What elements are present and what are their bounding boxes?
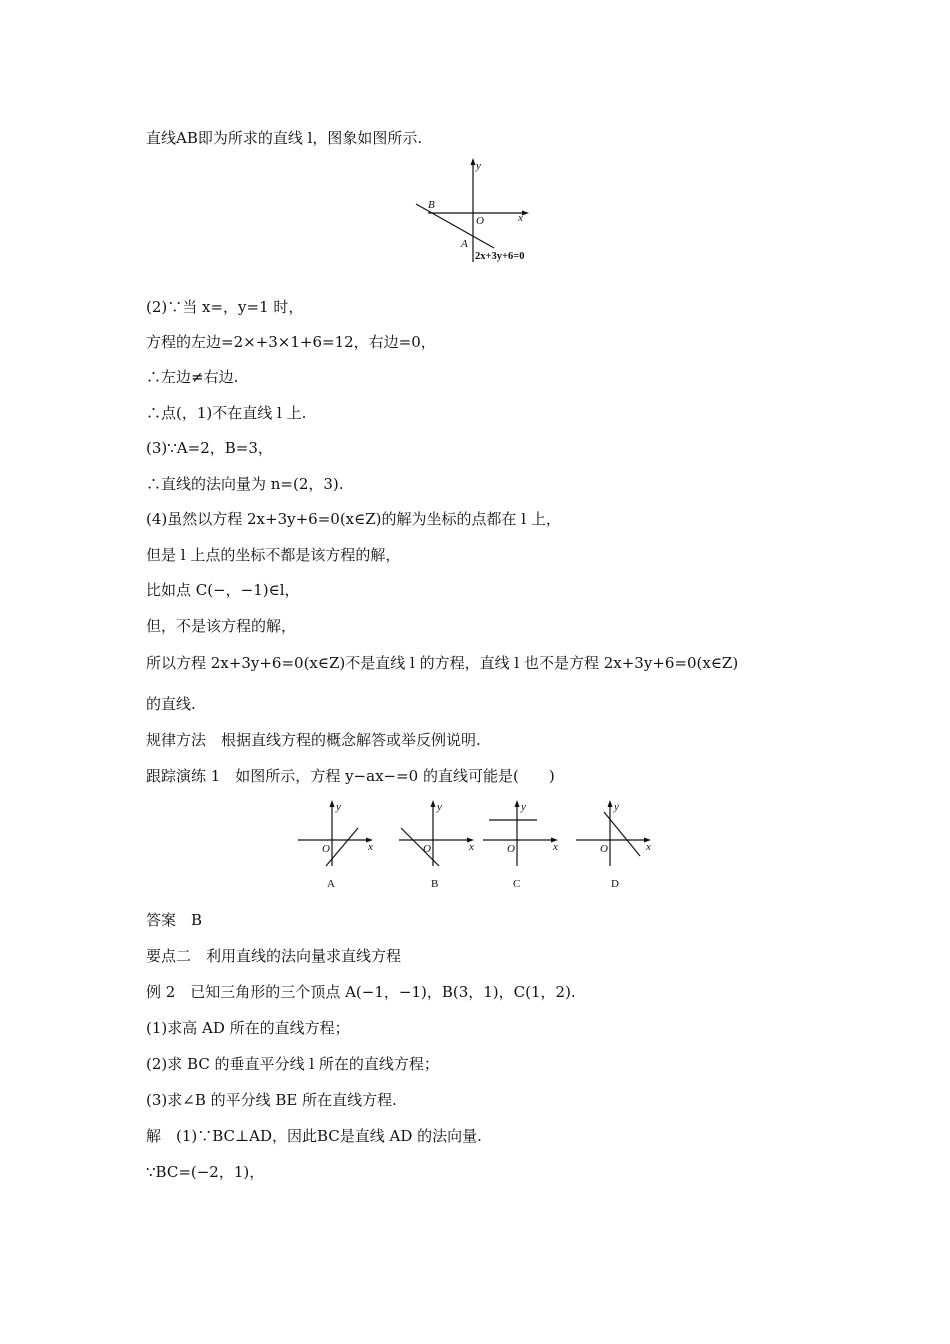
text-line: 规律方法 根据直线方程的概念解答或举反例说明. <box>146 731 481 749</box>
option-d-figure <box>574 798 656 892</box>
y-axis-label: y <box>336 801 341 813</box>
text-line: 方程的左边=2×+3×1+6=12，右边=0， <box>146 333 436 351</box>
text-line: 但是 l 上点的坐标不都是该方程的解， <box>146 546 401 564</box>
text-line: 例 2 已知三角形的三个顶点 A(−1，−1)，B(3，1)，C(1，2). <box>146 983 576 1001</box>
answer-line: 答案 B <box>146 911 203 929</box>
x-axis-label: x <box>646 841 651 853</box>
text-line: (3)求∠B 的平分线 BE 所在直线方程. <box>146 1091 397 1109</box>
option-b-figure <box>397 798 479 892</box>
option-label: C <box>513 878 521 890</box>
text-line: (3)∵A=2，B=3， <box>146 439 273 457</box>
text-line: ∴左边≠右边. <box>146 368 239 386</box>
text-line: 比如点 C(−，−1)∈l， <box>146 581 300 599</box>
text-line: ∴直线的法向量为 n=(2，3). <box>146 475 344 493</box>
origin-label: O <box>322 843 330 855</box>
point-b-label: B <box>428 199 435 211</box>
option-a-figure <box>296 798 378 892</box>
x-axis-label: x <box>469 841 474 853</box>
y-axis-label: y <box>476 160 481 172</box>
x-axis-label: x <box>518 212 523 224</box>
text-line: 直线AB即为所求的直线 l，图象如图所示. <box>146 129 423 147</box>
text-line: ∵BC=(−2，1)， <box>146 1163 265 1181</box>
text-line: 解 (1)∵BC⊥AD，因此BC是直线 AD 的法向量. <box>146 1127 482 1145</box>
text-line: 所以方程 2x+3y+6=0(x∈Z)不是直线 l 的方程，直线 l 也不是方程 2x+3y+6=0(x∈Z) <box>146 654 739 672</box>
origin-label: O <box>507 843 515 855</box>
x-axis-label: x <box>553 841 558 853</box>
option-label: D <box>611 878 619 890</box>
y-axis-label: y <box>614 801 619 813</box>
text-line: 但，不是该方程的解， <box>146 617 297 635</box>
y-axis-label: y <box>437 801 442 813</box>
text-line: 跟踪演练 1 如图所示，方程 y−ax−=0 的直线可能是( ) <box>146 767 555 785</box>
option-label: A <box>327 878 335 890</box>
text-line: 的直线. <box>146 695 196 713</box>
section-heading: 要点二 利用直线的法向量求直线方程 <box>146 947 402 965</box>
text-line: (2)∵当 x=，y=1 时， <box>146 298 304 316</box>
origin-label: O <box>600 843 608 855</box>
option-label: B <box>431 878 439 890</box>
point-a-label: A <box>461 238 468 250</box>
equation-label: 2x+3y+6=0 <box>475 251 525 262</box>
origin-label: O <box>476 215 484 227</box>
option-c-figure <box>481 798 563 892</box>
origin-label: O <box>423 843 431 855</box>
text-line: ∴点(，1)不在直线 l 上. <box>146 404 307 422</box>
text-line: (2)求 BC 的垂直平分线 l 所在的直线方程； <box>146 1055 439 1073</box>
text-line: (4)虽然以方程 2x+3y+6=0(x∈Z)的解为坐标的点都在 l 上， <box>146 510 561 528</box>
line-graph-figure <box>410 158 550 268</box>
text-line: (1)求高 AD 所在的直线方程； <box>146 1019 350 1037</box>
x-axis-label: x <box>368 841 373 853</box>
y-axis-label: y <box>521 801 526 813</box>
